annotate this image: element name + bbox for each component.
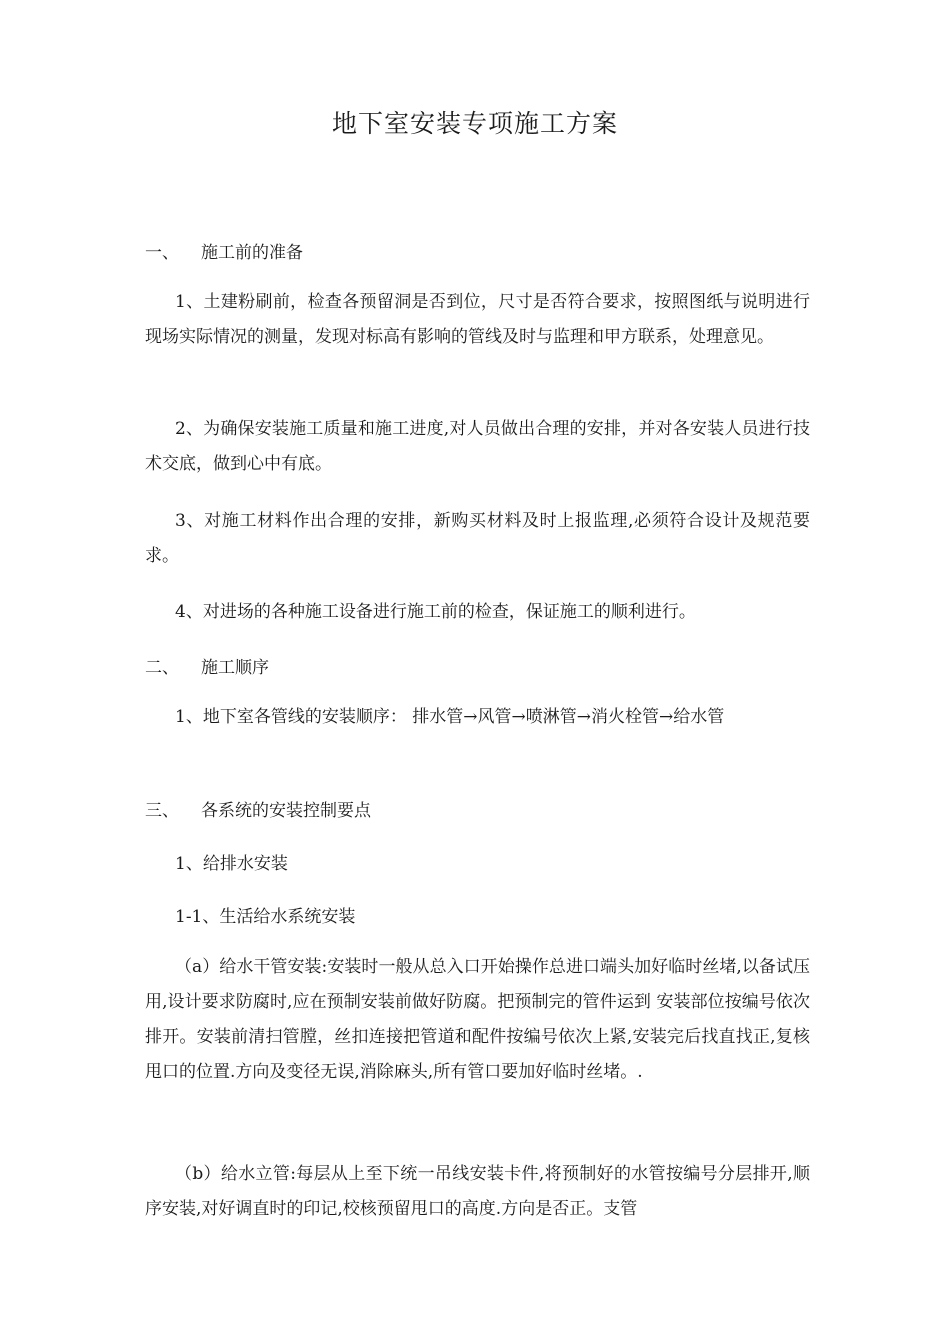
section-title: 施工顺序 bbox=[201, 658, 269, 678]
paragraph-prep-4: 4、对进场的各种施工设备进行施工前的检查，保证施工的顺利进行。 bbox=[175, 602, 696, 622]
paragraph-install-a: （a）给水干管安装:安装时一般从总入口开始操作总进口端头加好临时丝堵,以备试压用,设计要求防腐时,应在预制安装前做好防腐。把预制完的管件运到 安装部位按编号依次排开。安装前清扫管膛，丝扣连接把管道和配件按编号依次上紧,安装完后找直找正,复核甩口的位置.方向及变径无误,消除麻头,所有管口要加好临时丝堵。. bbox=[145, 957, 810, 1082]
document-title: 地下室安装专项施工方案 bbox=[331, 109, 618, 138]
subheading-domestic-water: 1-1、生活给水系统安装 bbox=[175, 907, 356, 927]
section-number: 三、 bbox=[145, 801, 179, 821]
section-heading-3 bbox=[145, 796, 371, 821]
subheading-plumbing: 1、给排水安装 bbox=[175, 854, 288, 874]
section-heading-1 bbox=[145, 238, 303, 263]
section-number: 一、 bbox=[145, 243, 179, 263]
paragraph-prep-3: 3、对施工材料作出合理的安排，新购买材料及时上报监理,必须符合设计及规范要求。 bbox=[145, 511, 810, 566]
section-heading-2 bbox=[145, 653, 269, 678]
paragraph-install-b: （b）给水立管:每层从上至下统一吊线安装卡件,将预制好的水管按编号分层排开,顺序安装,对好调直时的印记,校核预留甩口的高度.方向是否正。支管 bbox=[145, 1164, 810, 1219]
section-title: 施工前的准备 bbox=[201, 243, 303, 263]
section-title: 各系统的安装控制要点 bbox=[201, 801, 371, 821]
section-number: 二、 bbox=[145, 658, 179, 678]
paragraph-prep-1: 1、土建粉刷前，检查各预留洞是否到位，尺寸是否符合要求，按照图纸与说明进行现场实际情况的测量，发现对标高有影响的管线及时与监理和甲方联系，处理意见。 bbox=[145, 292, 810, 347]
paragraph-sequence: 1、地下室各管线的安装顺序： 排水管→风管→喷淋管→消火栓管→给水管 bbox=[175, 707, 725, 727]
paragraph-prep-2: 2、为确保安装施工质量和施工进度,对人员做出合理的安排，并对各安装人员进行技术交底，做到心中有底。 bbox=[145, 419, 810, 474]
